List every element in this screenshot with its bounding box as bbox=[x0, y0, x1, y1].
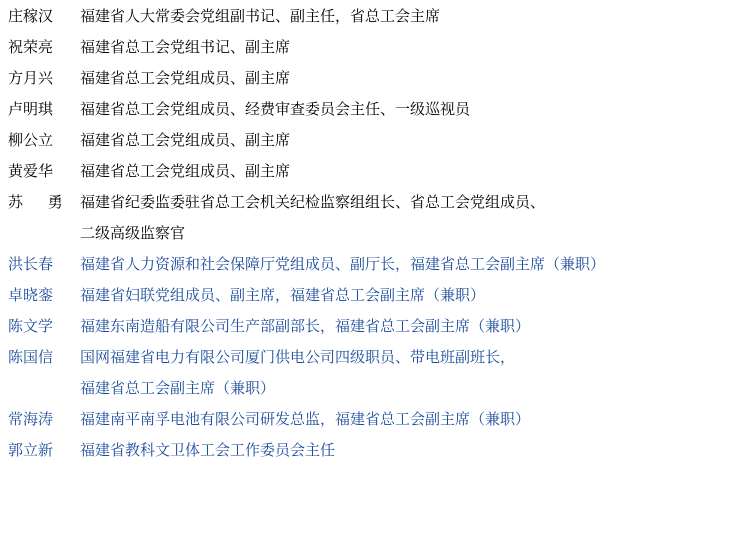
list-item bbox=[0, 99, 744, 119]
person-name: 郭立新 bbox=[8, 441, 54, 459]
list-item bbox=[0, 347, 744, 398]
person-title bbox=[80, 130, 736, 150]
person-title bbox=[80, 409, 736, 429]
person-title bbox=[80, 68, 736, 88]
person-title-line-1: 福建省人力资源和社会保障厅党组成员、副厅长，福建省总工会副主席（兼职） bbox=[80, 255, 606, 273]
person-title-line-1: 福建省总工会党组成员、副主席 bbox=[80, 162, 291, 180]
person-title bbox=[80, 254, 736, 274]
list-item bbox=[0, 68, 744, 88]
person-title bbox=[80, 6, 736, 26]
list-item bbox=[0, 254, 744, 274]
person-title bbox=[80, 347, 736, 398]
person-title-line-1: 福建省总工会党组成员、副主席 bbox=[80, 69, 291, 87]
person-name: 苏 勇 bbox=[8, 193, 73, 211]
person-name: 祝荣亮 bbox=[8, 38, 54, 56]
person-name: 庄稼汉 bbox=[8, 7, 54, 25]
person-title-line-1: 福建省总工会党组书记、副主席 bbox=[80, 38, 291, 56]
person-title bbox=[80, 285, 736, 305]
person-name: 洪长春 bbox=[8, 255, 54, 273]
list-item bbox=[0, 192, 744, 243]
person-name: 陈国信 bbox=[8, 348, 54, 366]
list-item bbox=[0, 130, 744, 150]
person-title-line-1: 福建省教科文卫体工会工作委员会主任 bbox=[80, 441, 336, 459]
person-title-line-1: 福建省人大常委会党组副书记、副主任，省总工会主席 bbox=[80, 7, 441, 25]
person-title bbox=[80, 99, 736, 119]
person-title-line-2: 二级高级监察官 bbox=[80, 224, 186, 242]
person-title-line-1: 福建东南造船有限公司生产部副部长，福建省总工会副主席（兼职） bbox=[80, 317, 531, 335]
person-title bbox=[80, 37, 736, 57]
person-title-line-1: 福建省总工会党组成员、副主席 bbox=[80, 131, 291, 149]
person-title bbox=[80, 440, 736, 460]
person-title bbox=[80, 161, 736, 181]
person-title-line-1: 福建省纪委监委驻省总工会机关纪检监察组组长、省总工会党组成员、 bbox=[80, 193, 546, 211]
person-name: 黄爱华 bbox=[8, 162, 54, 180]
list-item bbox=[0, 440, 744, 460]
person-title-line-1: 国网福建省电力有限公司厦门供电公司四级职员、带电班副班长， bbox=[80, 348, 516, 366]
person-title-line-2: 福建省总工会副主席（兼职） bbox=[80, 379, 276, 397]
list-item bbox=[0, 6, 744, 26]
person-name: 方月兴 bbox=[8, 69, 54, 87]
person-name: 常海涛 bbox=[8, 410, 54, 428]
list-item bbox=[0, 161, 744, 181]
person-name: 陈文学 bbox=[8, 317, 54, 335]
person-title bbox=[80, 192, 736, 243]
person-name: 卓晓銮 bbox=[8, 286, 54, 304]
person-title-line-1: 福建省妇联党组成员、副主席，福建省总工会副主席（兼职） bbox=[80, 286, 486, 304]
list-item bbox=[0, 37, 744, 57]
person-title-line-1: 福建省总工会党组成员、经费审查委员会主任、一级巡视员 bbox=[80, 100, 471, 118]
person-title bbox=[80, 316, 736, 336]
list-item bbox=[0, 409, 744, 429]
person-name: 卢明琪 bbox=[8, 100, 54, 118]
list-item bbox=[0, 316, 744, 336]
personnel-list bbox=[0, 6, 744, 460]
list-item bbox=[0, 285, 744, 305]
person-title-line-1: 福建南平南孚电池有限公司研发总监，福建省总工会副主席（兼职） bbox=[80, 410, 531, 428]
person-name: 柳公立 bbox=[8, 131, 54, 149]
